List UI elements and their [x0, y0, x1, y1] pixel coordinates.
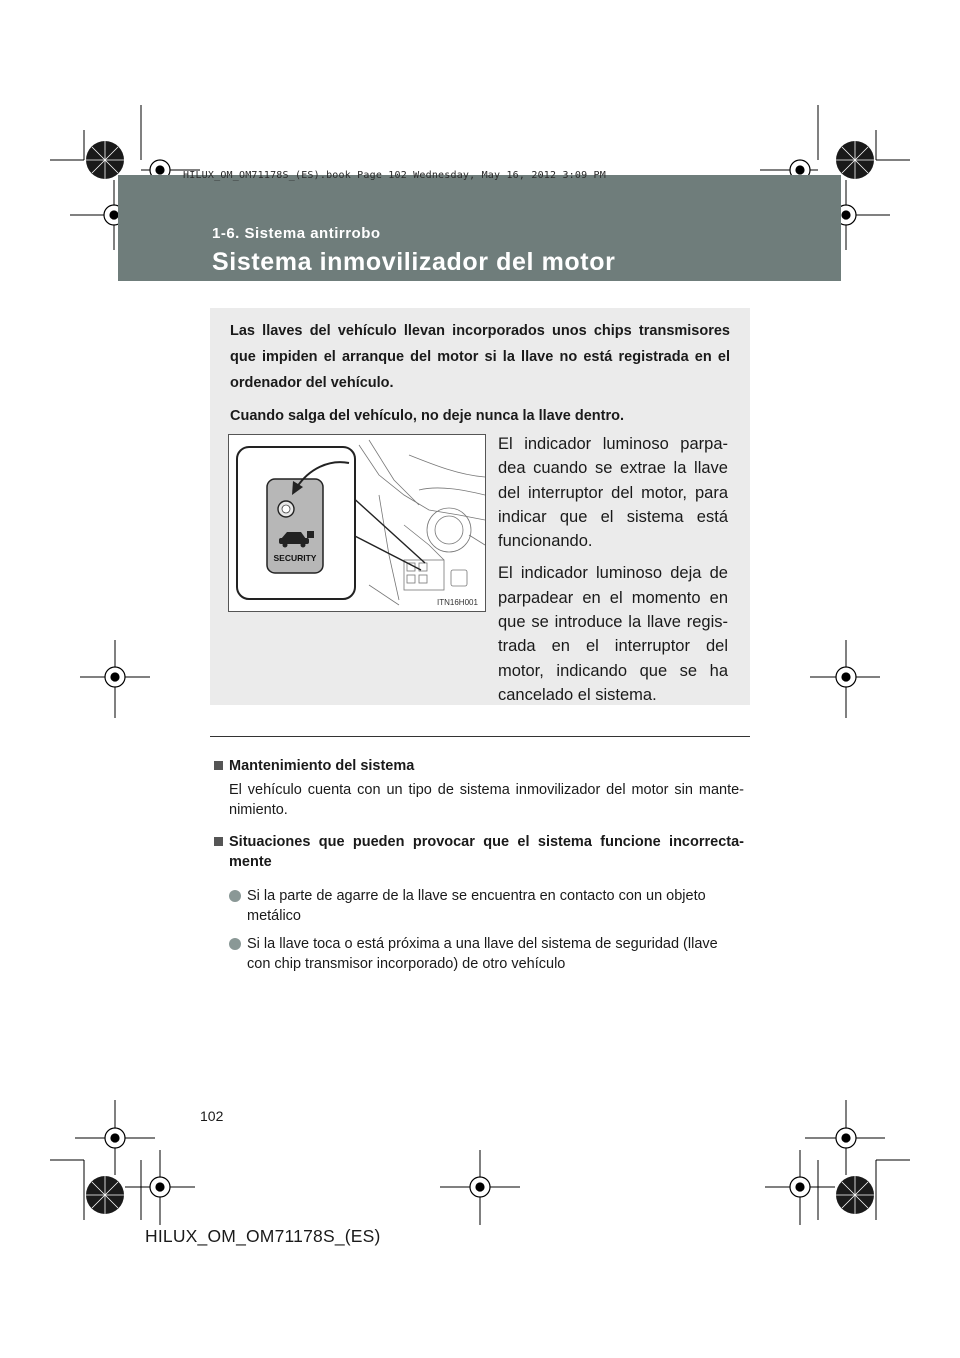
list-item	[214, 934, 744, 974]
document-code: HILUX_OM_OM71178S_(ES)	[145, 1226, 381, 1246]
page-number: 102	[200, 1108, 224, 1124]
divider	[210, 736, 750, 737]
circle-bullet-icon	[229, 890, 241, 902]
notes-section	[214, 756, 744, 974]
note-heading-maintenance	[214, 756, 744, 776]
book-stamp: HILUX_OM_OM71178S_(ES).book Page 102 Wednesday, May 16, 2012 3:09 PM	[183, 170, 606, 181]
intro-paragraph-2: Cuando salga del vehículo, no deje nunca la llave dentro.	[230, 408, 625, 424]
page-title: Sistema inmovilizador del motor	[212, 248, 616, 276]
square-bullet-icon	[214, 837, 223, 846]
indicator-paragraph-1: El indicador luminoso parpa-dea cuando se extrae la llave del interruptor del motor, para indicar que el sistema está funcionando.	[498, 435, 728, 551]
square-bullet-icon	[214, 761, 223, 770]
security-indicator-illustration	[228, 434, 486, 612]
security-button-label: SECURITY	[273, 553, 317, 563]
figure-code: ITN16H001	[437, 598, 478, 607]
list-item-text: Si la llave toca o está próxima a una llave del sistema de seguridad (llave con chip transmisor incorporado) de otro vehículo	[247, 936, 718, 972]
section-label: 1-6. Sistema antirrobo	[212, 225, 381, 242]
intro-text	[230, 318, 730, 429]
dashboard-drawing	[229, 435, 485, 611]
circle-bullet-icon	[229, 938, 241, 950]
note-heading-text: Mantenimiento del sistema	[229, 758, 415, 774]
indicator-paragraph-2: El indicador luminoso deja de parpadear en el momento en que se introduce la llave regis-trada en el interruptor del motor, indicando que se ha cancelado el sistema.	[498, 564, 728, 704]
list-item-text: Si la parte de agarre de la llave se encuentra en contacto con un objeto metálico	[247, 888, 706, 924]
note-heading-malfunction	[214, 832, 744, 872]
note-heading-text: Situaciones que pueden provocar que el sistema funcione incorrecta-mente	[229, 834, 744, 870]
note-body-maintenance: El vehículo cuenta con un tipo de sistema inmovilizador del motor sin mante-nimiento.	[229, 782, 744, 818]
indicator-description	[498, 432, 728, 707]
list-item	[214, 886, 744, 926]
intro-paragraph-1: Las llaves del vehículo llevan incorporados unos chips transmisores que impiden el arranque del motor si la llave no está registrada en el ordenador del vehículo.	[230, 323, 730, 391]
